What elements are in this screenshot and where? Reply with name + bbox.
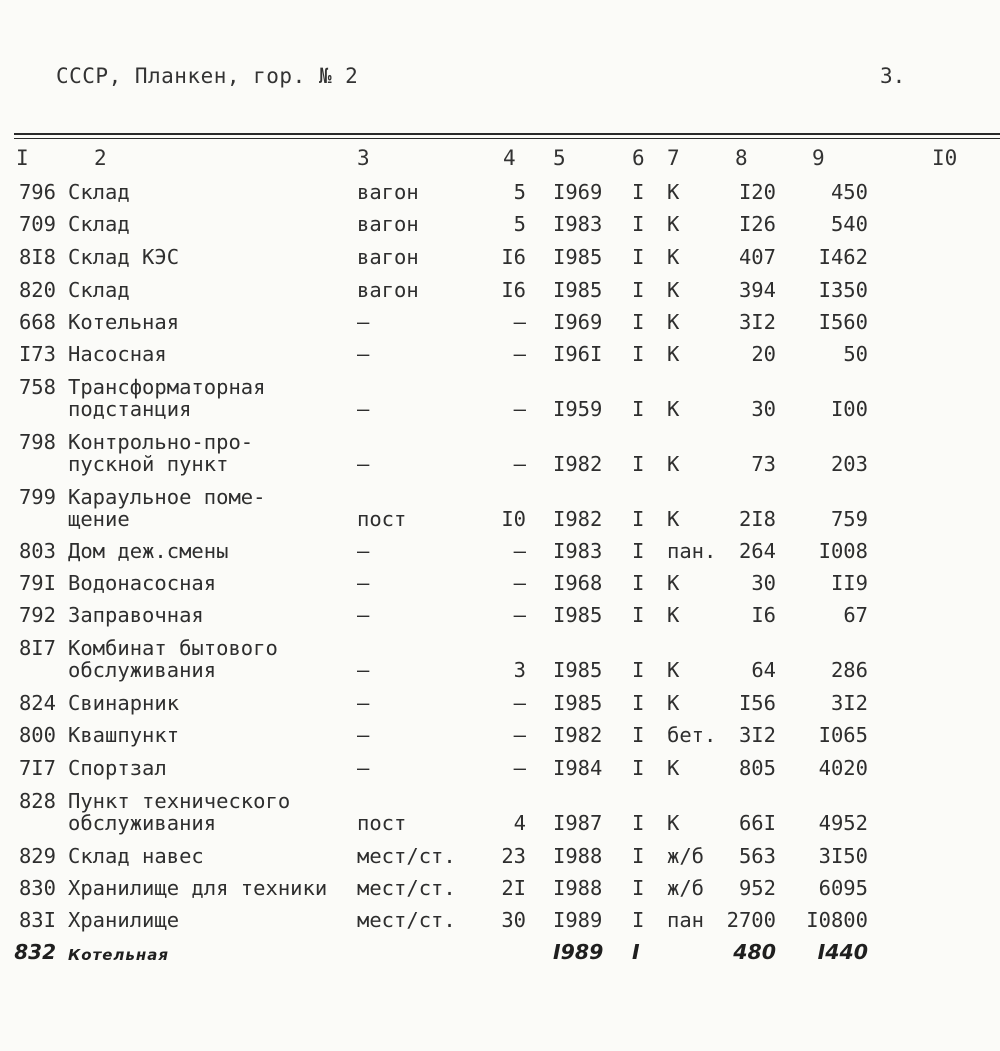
table-row (0, 486, 1000, 530)
row-name-line: обслуживания (68, 658, 217, 682)
row-year: I987 (553, 811, 603, 835)
row-group: I (632, 811, 645, 835)
row-value-9: 50 (843, 342, 868, 366)
row-group: I (632, 507, 645, 531)
row-year: I969 (553, 310, 603, 334)
row-value-8: 30 (751, 397, 776, 421)
row-quantity: – (513, 342, 526, 366)
column-header-2: 2 (94, 146, 107, 170)
row-group: I (632, 908, 645, 932)
row-year: I985 (553, 658, 603, 682)
row-name-line: Квашпункт (68, 723, 180, 747)
row-value-8: 20 (751, 342, 776, 366)
table-row (0, 637, 1000, 681)
row-quantity: – (513, 571, 526, 595)
row-group: I (632, 756, 645, 780)
row-name-line: Трансформаторная (68, 375, 266, 399)
row-material: К (667, 507, 680, 531)
row-material: К (667, 756, 680, 780)
row-material: пан (667, 908, 705, 932)
table-row (0, 213, 1000, 235)
column-header-6: 6 (632, 146, 645, 170)
row-quantity: – (513, 397, 526, 421)
row-group: I (632, 245, 645, 269)
row-quantity: – (513, 691, 526, 715)
row-name-line: Склад (68, 212, 130, 236)
row-name-line: щение (68, 507, 130, 531)
row-year: I982 (553, 452, 603, 476)
row-value-9: 6095 (818, 876, 868, 900)
row-number: 668 (18, 310, 56, 334)
row-quantity: – (513, 603, 526, 627)
row-unit: – (357, 658, 370, 682)
row-unit: – (357, 452, 370, 476)
row-name-line: Комбинат бытового (68, 636, 278, 660)
row-name-line: Свинарник (68, 691, 180, 715)
row-material: К (667, 603, 680, 627)
row-group: I (632, 180, 645, 204)
row-name-line: Дом деж.смены (68, 539, 229, 563)
row-group: I (632, 876, 645, 900)
row-name-line: пускной пункт (68, 452, 229, 476)
row-value-9: I00 (830, 397, 868, 421)
table-row (0, 279, 1000, 301)
table-row (0, 181, 1000, 203)
row-value-9: 759 (830, 507, 868, 531)
row-quantity: 5 (513, 212, 526, 236)
row-value-8: 563 (738, 844, 776, 868)
row-name-line: Хранилище для техники (68, 876, 328, 900)
row-number: 709 (18, 212, 56, 236)
row-group: I (632, 342, 645, 366)
row-name-line: Склад навес (68, 844, 204, 868)
row-material: К (667, 658, 680, 682)
row-name-line: Котельная (68, 946, 170, 964)
row-name-line: Склад (68, 180, 130, 204)
row-group: I (632, 212, 645, 236)
table-row (0, 246, 1000, 268)
row-unit: – (357, 603, 370, 627)
column-header-1: I (16, 146, 29, 170)
row-number: 7I7 (18, 756, 56, 780)
row-number: 828 (18, 789, 56, 813)
row-quantity: I6 (501, 278, 526, 302)
header-rule (14, 133, 1000, 135)
row-quantity: – (513, 539, 526, 563)
column-header-4: 4 (503, 146, 516, 170)
row-number: 824 (18, 691, 56, 715)
header-rule-secondary (14, 138, 1000, 139)
row-value-8: 407 (738, 245, 776, 269)
row-value-9: 450 (830, 180, 868, 204)
row-number: 792 (18, 603, 56, 627)
row-name-line: Пункт технического (68, 789, 291, 813)
row-year: I985 (553, 245, 603, 269)
row-number: 83I (18, 908, 56, 932)
row-value-8: 394 (738, 278, 776, 302)
row-value-8: I56 (738, 691, 776, 715)
row-material: бет. (667, 723, 717, 747)
row-name-line: Хранилище (68, 908, 180, 932)
row-value-8: 3I2 (738, 723, 776, 747)
row-unit: – (357, 342, 370, 366)
row-unit: мест/ст. (357, 844, 456, 868)
row-name-line: Заправочная (68, 603, 204, 627)
row-unit: пост (357, 811, 407, 835)
row-quantity: – (513, 310, 526, 334)
row-name-line: Котельная (68, 310, 180, 334)
row-value-9: I440 (817, 940, 868, 964)
row-quantity: – (513, 723, 526, 747)
row-name-line: Спортзал (68, 756, 167, 780)
row-name-line: обслуживания (68, 811, 217, 835)
row-quantity: I6 (501, 245, 526, 269)
table-row (0, 343, 1000, 365)
table-row (0, 572, 1000, 594)
row-year: I982 (553, 507, 603, 531)
row-unit: – (357, 397, 370, 421)
row-unit: вагон (357, 180, 419, 204)
row-number: 803 (18, 539, 56, 563)
row-value-9: 540 (830, 212, 868, 236)
row-value-8: 2700 (726, 908, 776, 932)
row-value-9: 4952 (818, 811, 868, 835)
row-unit: пост (357, 507, 407, 531)
row-year: I96I (553, 342, 603, 366)
row-value-9: I065 (818, 723, 868, 747)
row-group: I (632, 691, 645, 715)
row-value-8: 30 (751, 571, 776, 595)
row-material: К (667, 245, 680, 269)
row-value-9: 67 (843, 603, 868, 627)
row-year: I989 (553, 940, 604, 964)
row-unit: – (357, 691, 370, 715)
row-value-9: I008 (818, 539, 868, 563)
page-number: 3. (880, 64, 906, 88)
row-year: I985 (553, 278, 603, 302)
row-group: I (632, 539, 645, 563)
row-group: I (632, 571, 645, 595)
document-title: СССР, Планкен, гор. № 2 (56, 64, 359, 88)
row-value-9: 3I50 (818, 844, 868, 868)
row-value-9: 286 (830, 658, 868, 682)
row-value-9: I350 (818, 278, 868, 302)
row-material: К (667, 310, 680, 334)
row-value-9: 203 (830, 452, 868, 476)
row-group: I (632, 658, 645, 682)
column-header-5: 5 (553, 146, 566, 170)
row-group: I (632, 940, 640, 964)
row-year: I985 (553, 691, 603, 715)
row-value-8: 66I (738, 811, 776, 835)
row-value-8: 480 (733, 940, 776, 964)
row-name-line: Водонасосная (68, 571, 217, 595)
row-year: I969 (553, 180, 603, 204)
row-quantity: 3 (513, 658, 526, 682)
row-number: 798 (18, 430, 56, 454)
row-name-line: Склад КЭС (68, 245, 180, 269)
row-number: 796 (18, 180, 56, 204)
row-number: 820 (18, 278, 56, 302)
row-material: К (667, 278, 680, 302)
table-row (0, 790, 1000, 834)
row-year: I968 (553, 571, 603, 595)
column-header-8: 8 (735, 146, 748, 170)
row-unit: мест/ст. (357, 876, 456, 900)
row-year: I983 (553, 539, 603, 563)
row-name-line: Склад (68, 278, 130, 302)
row-material: ж/б (667, 876, 705, 900)
row-material: ж/б (667, 844, 705, 868)
row-group: I (632, 278, 645, 302)
row-material: К (667, 180, 680, 204)
row-number: 8I8 (18, 245, 56, 269)
table-row (0, 757, 1000, 779)
row-number: 8I7 (18, 636, 56, 660)
table-row (0, 311, 1000, 333)
row-year: I985 (553, 603, 603, 627)
row-group: I (632, 310, 645, 334)
row-value-9: I462 (818, 245, 868, 269)
row-quantity: 23 (501, 844, 526, 868)
row-name-line: Караульное поме- (68, 485, 266, 509)
row-unit: – (357, 571, 370, 595)
row-quantity: 30 (501, 908, 526, 932)
table-row (0, 845, 1000, 867)
table-row (0, 431, 1000, 475)
row-value-8: 952 (738, 876, 776, 900)
row-year: I989 (553, 908, 603, 932)
row-group: I (632, 723, 645, 747)
row-value-8: I6 (751, 603, 776, 627)
row-number: 830 (18, 876, 56, 900)
row-value-9: I0800 (806, 908, 868, 932)
row-year: I983 (553, 212, 603, 236)
table-row (0, 909, 1000, 931)
row-quantity: – (513, 756, 526, 780)
row-value-9: I560 (818, 310, 868, 334)
row-unit: – (357, 756, 370, 780)
table-row (0, 724, 1000, 746)
row-unit: мест/ст. (357, 908, 456, 932)
row-year: I988 (553, 876, 603, 900)
column-header-9: 9 (812, 146, 825, 170)
row-quantity: – (513, 452, 526, 476)
column-header-7: 7 (667, 146, 680, 170)
row-material: К (667, 342, 680, 366)
column-header-10: I0 (932, 146, 958, 170)
row-value-8: 73 (751, 452, 776, 476)
row-value-8: 264 (738, 539, 776, 563)
row-group: I (632, 603, 645, 627)
table-row (0, 376, 1000, 420)
row-material: К (667, 811, 680, 835)
row-value-9: II9 (830, 571, 868, 595)
row-unit: вагон (357, 278, 419, 302)
row-year: I982 (553, 723, 603, 747)
row-name-line: Насосная (68, 342, 167, 366)
row-name-line: подстанция (68, 397, 192, 421)
row-number: 79I (18, 571, 56, 595)
row-number: I73 (18, 342, 56, 366)
row-number: 829 (18, 844, 56, 868)
row-quantity: I0 (501, 507, 526, 531)
row-unit: – (357, 723, 370, 747)
row-value-8: 3I2 (738, 310, 776, 334)
table-row (0, 941, 1000, 963)
column-header-3: 3 (357, 146, 370, 170)
row-name-line: Контрольно-про- (68, 430, 254, 454)
row-number: 832 (14, 940, 56, 964)
row-quantity: 2I (501, 876, 526, 900)
table-row (0, 604, 1000, 626)
row-value-9: 4020 (818, 756, 868, 780)
row-year: I959 (553, 397, 603, 421)
table-row (0, 877, 1000, 899)
table-row (0, 692, 1000, 714)
row-unit: – (357, 539, 370, 563)
row-year: I984 (553, 756, 603, 780)
row-quantity: 4 (513, 811, 526, 835)
row-unit: – (357, 310, 370, 334)
row-value-8: I20 (738, 180, 776, 204)
row-number: 799 (18, 485, 56, 509)
row-value-8: I26 (738, 212, 776, 236)
row-year: I988 (553, 844, 603, 868)
row-group: I (632, 452, 645, 476)
row-number: 758 (18, 375, 56, 399)
row-material: К (667, 452, 680, 476)
row-material: К (667, 212, 680, 236)
row-material: К (667, 571, 680, 595)
row-unit: вагон (357, 245, 419, 269)
row-unit: вагон (357, 212, 419, 236)
row-value-9: 3I2 (830, 691, 868, 715)
row-number: 800 (18, 723, 56, 747)
row-value-8: 2I8 (738, 507, 776, 531)
row-material: К (667, 397, 680, 421)
table-row (0, 540, 1000, 562)
row-material: пан. (667, 539, 717, 563)
row-value-8: 805 (738, 756, 776, 780)
row-value-8: 64 (751, 658, 776, 682)
row-group: I (632, 397, 645, 421)
row-material: К (667, 691, 680, 715)
row-quantity: 5 (513, 180, 526, 204)
row-group: I (632, 844, 645, 868)
